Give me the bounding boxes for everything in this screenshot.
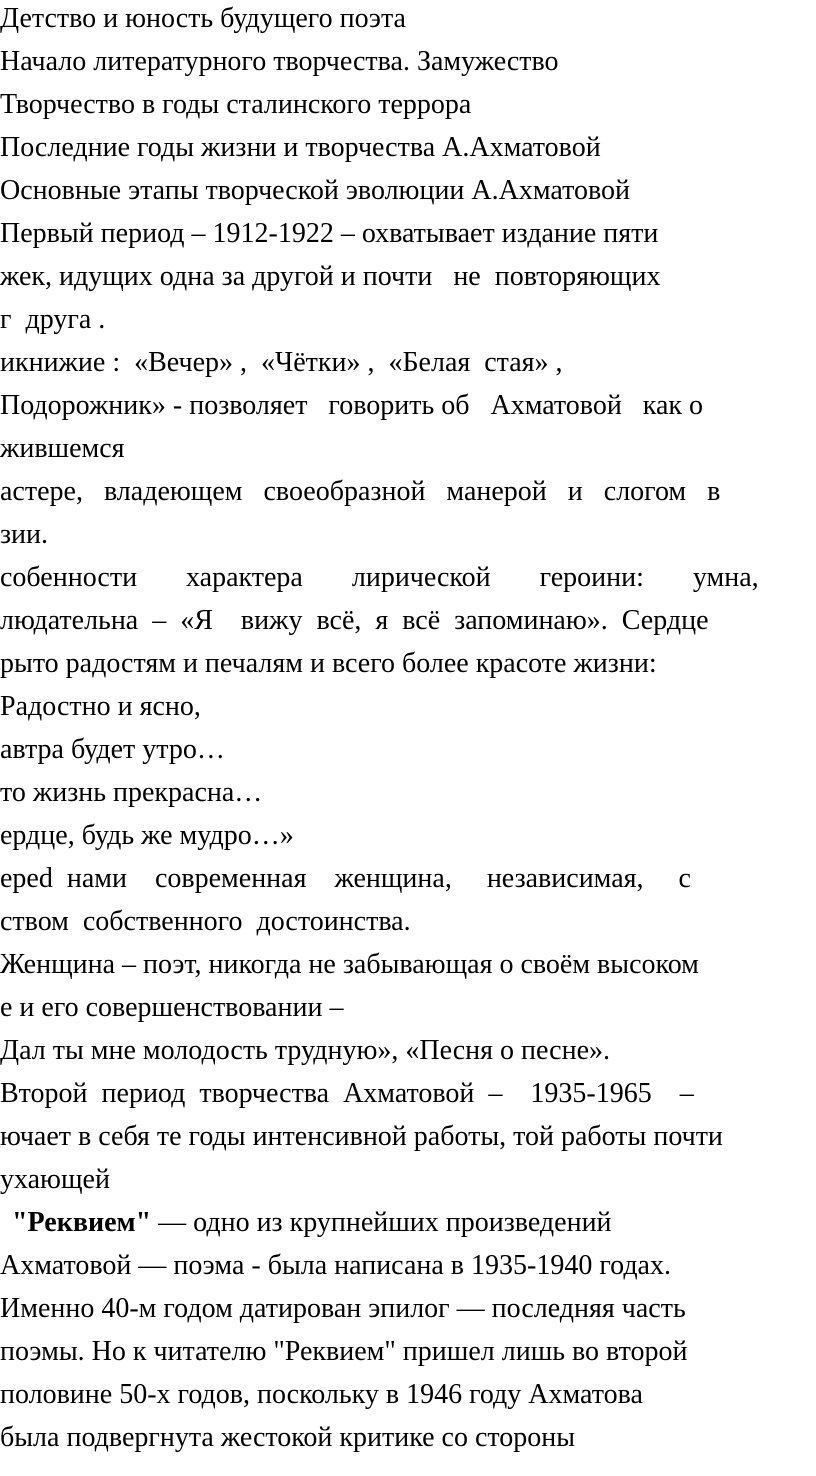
- requiem-line: [12, 1206, 612, 1240]
- text-line: жившемся: [0, 433, 125, 464]
- text-line: жек, идущих одна за другой и почти не повторяющих: [0, 261, 661, 292]
- text-line: Ахматовой — поэма - была написана в 1935-1940 годах.: [0, 1250, 671, 1281]
- text-line: ючает в себя те годы интенсивной работы, той работы почти: [0, 1121, 723, 1152]
- text-line: рыто радостям и печалям и всего более красоте жизни:: [0, 648, 657, 679]
- text-line: астере, владеющем своеобразной манерой и слогом в: [0, 476, 721, 507]
- text-line: г друга .: [0, 304, 106, 335]
- text-line: ством собственного достоинства.: [0, 906, 411, 937]
- text-line: поэмы. Но к читателю "Реквием" пришел лишь во второй: [0, 1336, 688, 1367]
- text-line: Радостно и ясно,: [0, 691, 201, 722]
- text-line: зии.: [0, 519, 49, 550]
- text-line: то жизнь прекрасна…: [0, 777, 263, 808]
- text-line: была подвергнута жестокой критике со стороны: [0, 1422, 576, 1453]
- text-line: Подорожник» - позволяет говорить об Ахматовой как о: [0, 390, 704, 421]
- text-line: Второй период творчества Ахматовой – 1935-1965 –: [0, 1078, 694, 1109]
- text-line: Детство и юность будущего поэта: [0, 3, 406, 34]
- text-line: людательна – «Я вижу всё, я всё запоминаю». Сердце: [0, 605, 709, 636]
- requiem-line-rest: — одно из крупнейших произведений: [151, 1207, 612, 1238]
- text-line: Дал ты мне молодость трудную», «Песня о песне».: [0, 1035, 610, 1066]
- text-line: Последние годы жизни и творчества А.Ахматовой: [0, 132, 601, 163]
- text-line: Начало литературного творчества. Замужество: [0, 46, 559, 77]
- text-line: ухающей: [0, 1164, 110, 1195]
- text-line: Основные этапы творческой эволюции А.Ахматовой: [0, 175, 630, 206]
- requiem-title: "Реквием": [12, 1207, 152, 1238]
- text-line: Творчество в годы сталинского террора: [0, 89, 472, 120]
- text-line: икнижие : «Вечер» , «Чётки» , «Белая стая» ,: [0, 347, 563, 378]
- text-line: Именно 40-м годом датирован эпилог — последняя часть: [0, 1293, 686, 1324]
- text-line: Женщина – поэт, никогда не забывающая о своём высоком: [0, 949, 699, 980]
- text-line: автра будет утро…: [0, 734, 225, 765]
- text-line: ердце, будь же мудро…»: [0, 820, 294, 851]
- text-line: Первый период – 1912-1922 – охватывает издание пяти: [0, 218, 659, 249]
- text-line: ерed нами современная женщина, независимая, с: [0, 863, 691, 894]
- text-line: собенности характера лирической героини: умна,: [0, 562, 759, 593]
- text-line: половине 50-х годов, поскольку в 1946 году Ахматова: [0, 1379, 643, 1410]
- text-line: е и его совершенствовании –: [0, 992, 344, 1023]
